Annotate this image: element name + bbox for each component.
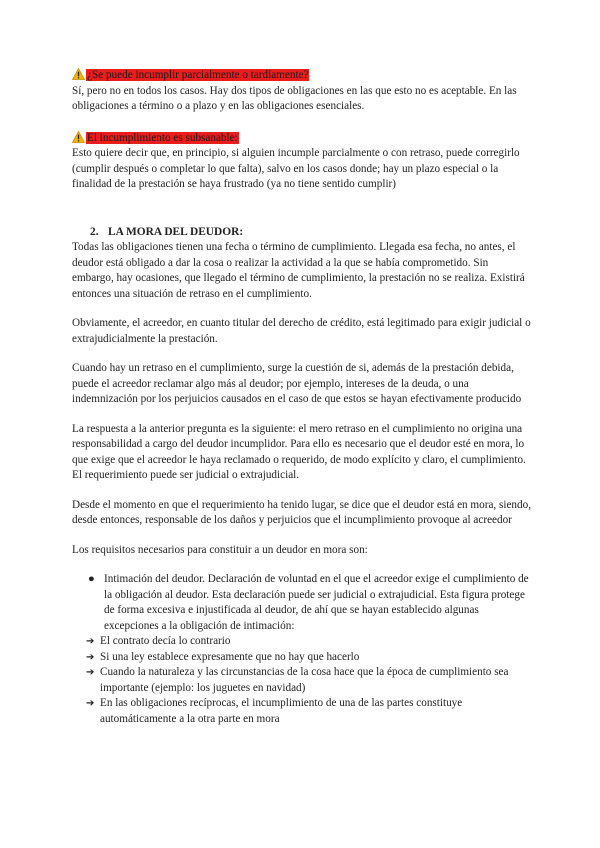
warning-icon: [72, 68, 85, 80]
arrow-right-icon: ➔: [86, 651, 95, 663]
list-item: [72, 650, 532, 666]
list-item-text: El contrato decía lo contrario: [100, 635, 231, 647]
arrow-right-icon: ➔: [86, 667, 95, 678]
section-heading: [90, 225, 532, 241]
heading-text: ¿Se puede incumplir parcialmente o tardíamente?: [87, 69, 309, 81]
list-item: [72, 572, 532, 634]
paragraph: Sí, pero no en todos los casos. Hay dos tipos de obligaciones en las que esto no es aceptable. En las obligaciones a término o a plazo y en las obligaciones esenciales.: [72, 84, 517, 112]
bullet-dot: ●: [88, 573, 95, 585]
block-partial-compliance: [72, 68, 532, 115]
paragraph: Esto quiere decir que, en principio, si alguien incumple parcialmente o con retraso, puede corregirlo (cumplir después o completar lo que falta), salvo en los casos donde; hay un plazo especial o la finalidad de la prestación se haya frustrado (ya no tiene sentido cumplir): [72, 147, 520, 190]
paragraph: La respuesta a la anterior pregunta es la siguiente: el mero retraso en el cumplimiento no origina una responsabilidad a cargo del deudor incumplidor. Para ello es necesario que el deudor esté en mora, lo que exige que el acreedor le haya reclamado o requerido, de modo explícito y claro, el cumplimiento. El requerimiento puede ser judicial o extrajudicial.: [72, 422, 526, 481]
list-item-text: En las obligaciones recíprocas, el incumplimiento de una de las partes constituye automáticamente a la otra parte en mora: [100, 697, 463, 725]
block-remediable: [72, 131, 532, 193]
document-page: [72, 68, 532, 727]
arrow-right-icon: ➔: [86, 636, 95, 647]
section-number: 2.: [90, 225, 99, 238]
list-item: [72, 634, 532, 650]
heading-text: El incumplimiento es subsanable:: [87, 131, 238, 144]
warning-icon: [72, 131, 85, 143]
paragraph: Todas las obligaciones tienen una fecha o término de cumplimiento. Llegada esa fecha, no antes, el deudor está obligado a dar la cosa o realizar la actividad a la que se había comprometido. Sin embargo, hay ocasiones, que llegado el término de cumplimiento, la prestación no se realiza. Existirá entonces una situación de retraso en el cumplimiento.: [72, 241, 525, 300]
list-item: [72, 665, 532, 696]
list-item-text: Intimación del deudor. Declaración de voluntad en el que el acreedor exige el cumplimiento de la obligación al deudor. Esta declaración puede ser judicial o extrajudicial. Esta figura protege de forma excesiva e injustificada al deudor, de ahí que se hayan establecido algunas excepciones a la obligación de intimación:: [104, 573, 529, 632]
highlighted-heading: [72, 131, 239, 147]
list-item-text: Cuando la naturaleza y las circunstancias de la cosa hace que la época de cumplimiento sea importante (ejemplo: los juguetes en navidad): [100, 666, 509, 694]
arrow-right-icon: ➔: [86, 698, 95, 709]
requirements-list: [72, 572, 532, 727]
list-item-text: Si una ley establece expresamente que no hay que hacerlo: [100, 650, 360, 663]
paragraph: Desde el momento en que el requerimiento ha tenido lugar, se dice que el deudor está en mora, siendo, desde entonces, responsable de los daños y perjuicios que el incumplimiento provoque al acreedor: [72, 498, 532, 526]
highlighted-heading: [72, 68, 309, 84]
paragraph: Cuando hay un retraso en el cumplimiento, surge la cuestión de si, además de la prestación debida, puede el acreedor reclamar algo más al deudor; por ejemplo, intereses de la deuda, o una indemnización por los perjuicios causados en el caso de que estos se hayan efectivamente producido: [72, 362, 522, 405]
paragraph: Obviamente, el acreedor, en cuanto titular del derecho de crédito, está legitimado para exigir judicial o extrajudicialmente la prestación.: [72, 317, 531, 345]
list-item: [72, 696, 532, 727]
paragraph: Los requisitos necesarios para constituir a un deudor en mora son:: [72, 543, 368, 556]
section-title: LA MORA DEL DEUDOR:: [108, 225, 244, 238]
